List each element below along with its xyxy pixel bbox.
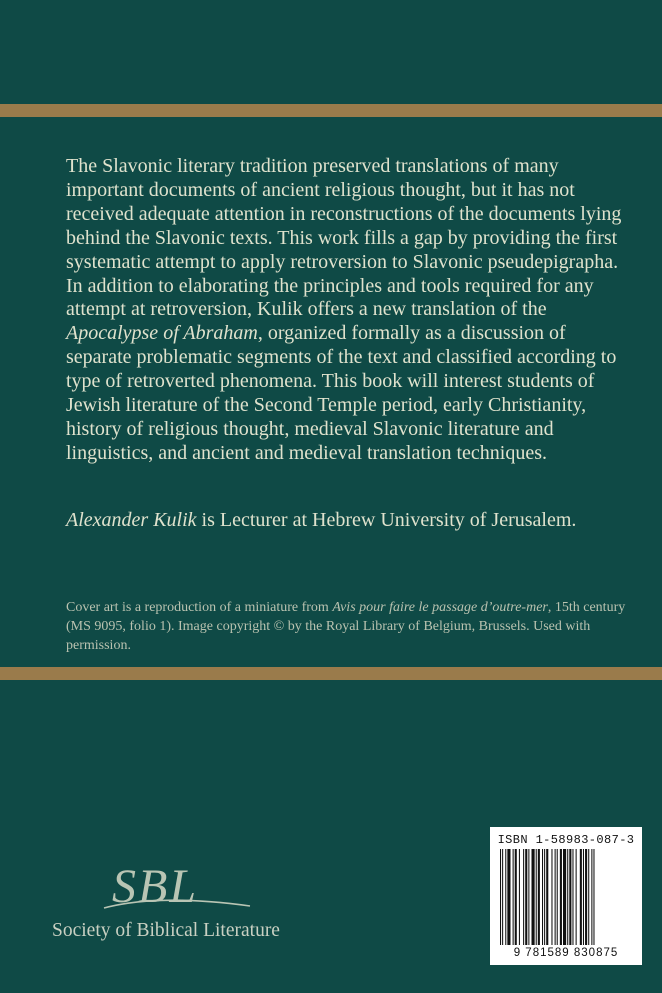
- barcode-bar: [563, 849, 566, 945]
- author-name: Alexander Kulik: [66, 509, 197, 531]
- barcode-bar: [500, 849, 501, 945]
- blurb-text-part2: , organized formally as a discussion of separate problematic segments of the text and classified according to type of retroverted phenomena. This book will interest students of Jewish literature of the Second Temple period, early Christianity, history of religious thought, medieval Slavonic literature and linguistics, and ancient and medieval translation techniques.: [66, 322, 617, 464]
- barcode-bar: [519, 849, 520, 945]
- barcode-bar: [523, 849, 524, 945]
- credit-text-part1: Cover art is a reproduction of a miniature from: [66, 600, 333, 615]
- barcode-bar: [505, 849, 506, 945]
- sbl-monogram: SBL: [112, 860, 199, 913]
- top-decorative-rule: [0, 104, 662, 117]
- ean-number: 9 781589 830875: [492, 947, 640, 959]
- author-bio-text: is Lecturer at Hebrew University of Jerusalem.: [196, 509, 577, 531]
- bottom-decorative-rule: [0, 667, 662, 680]
- barcode-bar: [557, 849, 558, 945]
- barcode-bar: [542, 849, 543, 945]
- barcode-bar: [528, 849, 529, 945]
- barcode-bar: [536, 849, 537, 945]
- barcode-bar: [546, 849, 548, 945]
- barcode-bar: [555, 849, 556, 945]
- barcode-bar: [585, 849, 587, 945]
- barcode-bars: [498, 849, 634, 949]
- publisher-name: Society of Biblical Literature: [52, 920, 280, 941]
- isbn-label: ISBN 1-58983-087-3: [497, 833, 635, 847]
- back-cover-blurb: [66, 155, 626, 466]
- barcode-bar: [591, 849, 592, 945]
- barcode-bar: [507, 849, 510, 945]
- barcode-bar: [588, 849, 589, 945]
- barcode-bar: [513, 849, 514, 945]
- barcode-bar: [544, 849, 545, 945]
- barcode-bar: [583, 849, 584, 945]
- barcode-bar: [525, 849, 527, 945]
- credit-text-part2: , 15th century (MS 9095, folio 1). Image copyright © by the Royal Library of Belgium, Brussels. Used with permission.: [66, 600, 626, 653]
- barcode-bar: [580, 849, 582, 945]
- logo-swash-icon: [102, 896, 252, 912]
- cover-art-credit: [66, 598, 646, 655]
- barcode-bar: [515, 849, 517, 945]
- isbn-barcode: [490, 827, 642, 965]
- barcode-bar: [567, 849, 568, 945]
- blurb-text-part1: The Slavonic literary tradition preserved translations of many important documents of ancient religious thought, but it has not received adequate attention in reconstructions of the documents lying behind the Slavonic texts. This work fills a gap by providing the first systematic attempt to apply retroversion to Slavonic pseudepigrapha. In addition to elaborating the principles and tools required for any attempt at retroversion, Kulik offers a new translation of the: [66, 155, 622, 321]
- blurb-book-title: Apocalypse of Abraham: [66, 322, 258, 345]
- barcode-bar: [560, 849, 562, 945]
- barcode-bar: [538, 849, 540, 945]
- credit-work-title: Avis pour faire le passage d’outre-mer: [332, 600, 548, 615]
- barcode-bar: [572, 849, 573, 945]
- author-bio: [66, 508, 636, 532]
- barcode-bar: [569, 849, 571, 945]
- barcode-bar: [502, 849, 503, 945]
- barcode-bar: [551, 849, 552, 945]
- barcode-bar: [576, 849, 577, 945]
- barcode-bar: [532, 849, 535, 945]
- barcode-bar: [593, 849, 594, 945]
